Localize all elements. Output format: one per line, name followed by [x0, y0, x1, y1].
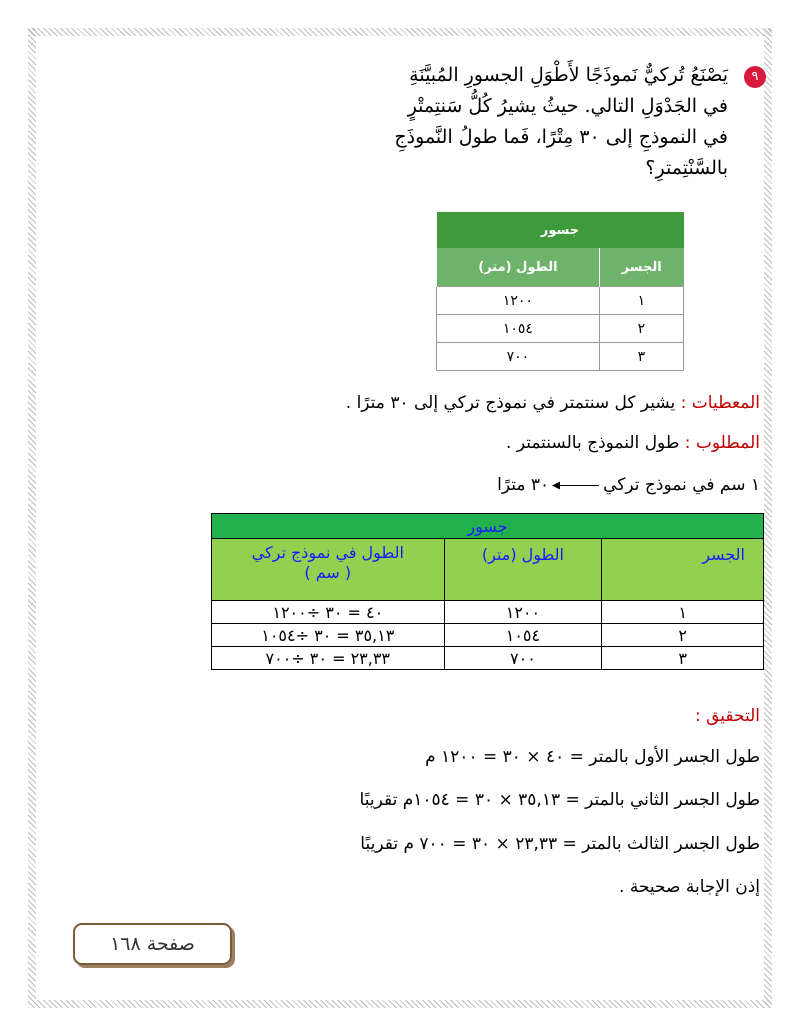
- problem-statement: [393, 60, 759, 184]
- givens-text: يشير كل سنتمتر في نموذج تركي إلى ٣٠ مترًا .: [345, 393, 681, 413]
- table-cell: ١: [602, 601, 764, 624]
- check-line: طول الجسر الأول بالمتر = ٤٠ × ٣٠ = ١٢٠٠ م: [425, 747, 760, 767]
- check-line: إذن الإجابة صحيحة .: [619, 877, 760, 897]
- table-cell: ٢: [602, 624, 764, 647]
- required-text: طول النموذج بالسنتمتر .: [506, 433, 685, 453]
- table-row: [212, 601, 764, 624]
- problem-line: في النموذجِ إلى ٣٠ مِتْرًا، فَما طولُ النَّموذَجِ: [394, 126, 728, 148]
- givens-line: [346, 393, 760, 413]
- table-cell: ١٠٥٤: [444, 624, 602, 647]
- problem-line: بالسَّنْتِمترِ؟: [645, 157, 728, 179]
- header-unit: ( سم ): [304, 563, 352, 582]
- page-number-box: صفحة ١٦٨: [73, 923, 232, 965]
- table-cell: ٢٣,٣٣ = ٣٠ ÷٧٠٠: [212, 647, 445, 670]
- table-cell: ٣: [599, 343, 683, 371]
- check-line: طول الجسر الثاني بالمتر = ٣٥,١٣ × ٣٠ = ١٠٥٤م تقريبًا: [359, 790, 760, 810]
- table-row: [212, 624, 764, 647]
- problem-number-badge: ٩: [744, 66, 766, 88]
- header-model-length: الطول في نموذج تركي: [251, 543, 404, 562]
- table-cell: ١٢٠٠: [444, 601, 602, 624]
- solution-table-title: جسور: [212, 514, 764, 539]
- table-cell: ٧٠٠: [444, 647, 602, 670]
- check-line: طول الجسر الثالث بالمتر = ٢٣,٣٣ × ٣٠ = ٧٠٠ م تقريبًا: [360, 834, 760, 854]
- page-border-top: [28, 28, 772, 36]
- book-table-header: الجسر: [599, 248, 683, 287]
- table-cell: ٢: [599, 315, 683, 343]
- problem-line: يَصْنَعُ تُركيٌّ نَموذَجًا لأَطْوَلِ الجسورِ المُبيَّنَةِ: [409, 64, 728, 86]
- page-border-right: [764, 28, 772, 1008]
- check-label: التحقيق :: [694, 706, 760, 726]
- required-label: المطلوب :: [684, 433, 760, 453]
- table-cell: ٤٠ = ٣٠ ÷١٢٠٠: [212, 601, 445, 624]
- table-cell: ١: [599, 287, 683, 315]
- solution-table-header: [212, 539, 445, 601]
- table-cell: ١٢٠٠: [437, 287, 600, 315]
- table-row: [437, 287, 684, 315]
- page-border-bottom: [28, 1000, 772, 1008]
- table-cell: ١٠٥٤: [437, 315, 600, 343]
- table-row: [437, 315, 684, 343]
- solution-table-header: الطول (متر): [444, 539, 602, 601]
- required-line: [506, 433, 760, 453]
- table-cell: ٣٥,١٣ = ٣٠ ÷١٠٥٤: [212, 624, 445, 647]
- book-bridges-table: [436, 212, 684, 371]
- table-cell: ٣: [602, 647, 764, 670]
- ratio-left: ١ سم في نموذج تركي: [603, 475, 760, 495]
- book-table-title: جسور: [437, 212, 684, 248]
- problem-line: في الجَدْوَلِ التالي. حيثُ يشيرُ كُلُّ سَنتِمتْرٍ: [407, 95, 728, 117]
- solution-bridges-table: [211, 513, 764, 670]
- book-table-header: الطول (متر): [437, 248, 600, 287]
- page-border-left: [28, 28, 36, 1008]
- ratio-right: ٣٠ مترًا: [497, 475, 550, 495]
- givens-label: المعطيات :: [680, 393, 760, 413]
- table-row: [212, 647, 764, 670]
- table-row: [437, 343, 684, 371]
- ratio-line: [497, 475, 760, 495]
- solution-table-header: الجسر: [602, 539, 764, 601]
- left-arrow-icon: [553, 485, 599, 486]
- table-cell: ٧٠٠: [437, 343, 600, 371]
